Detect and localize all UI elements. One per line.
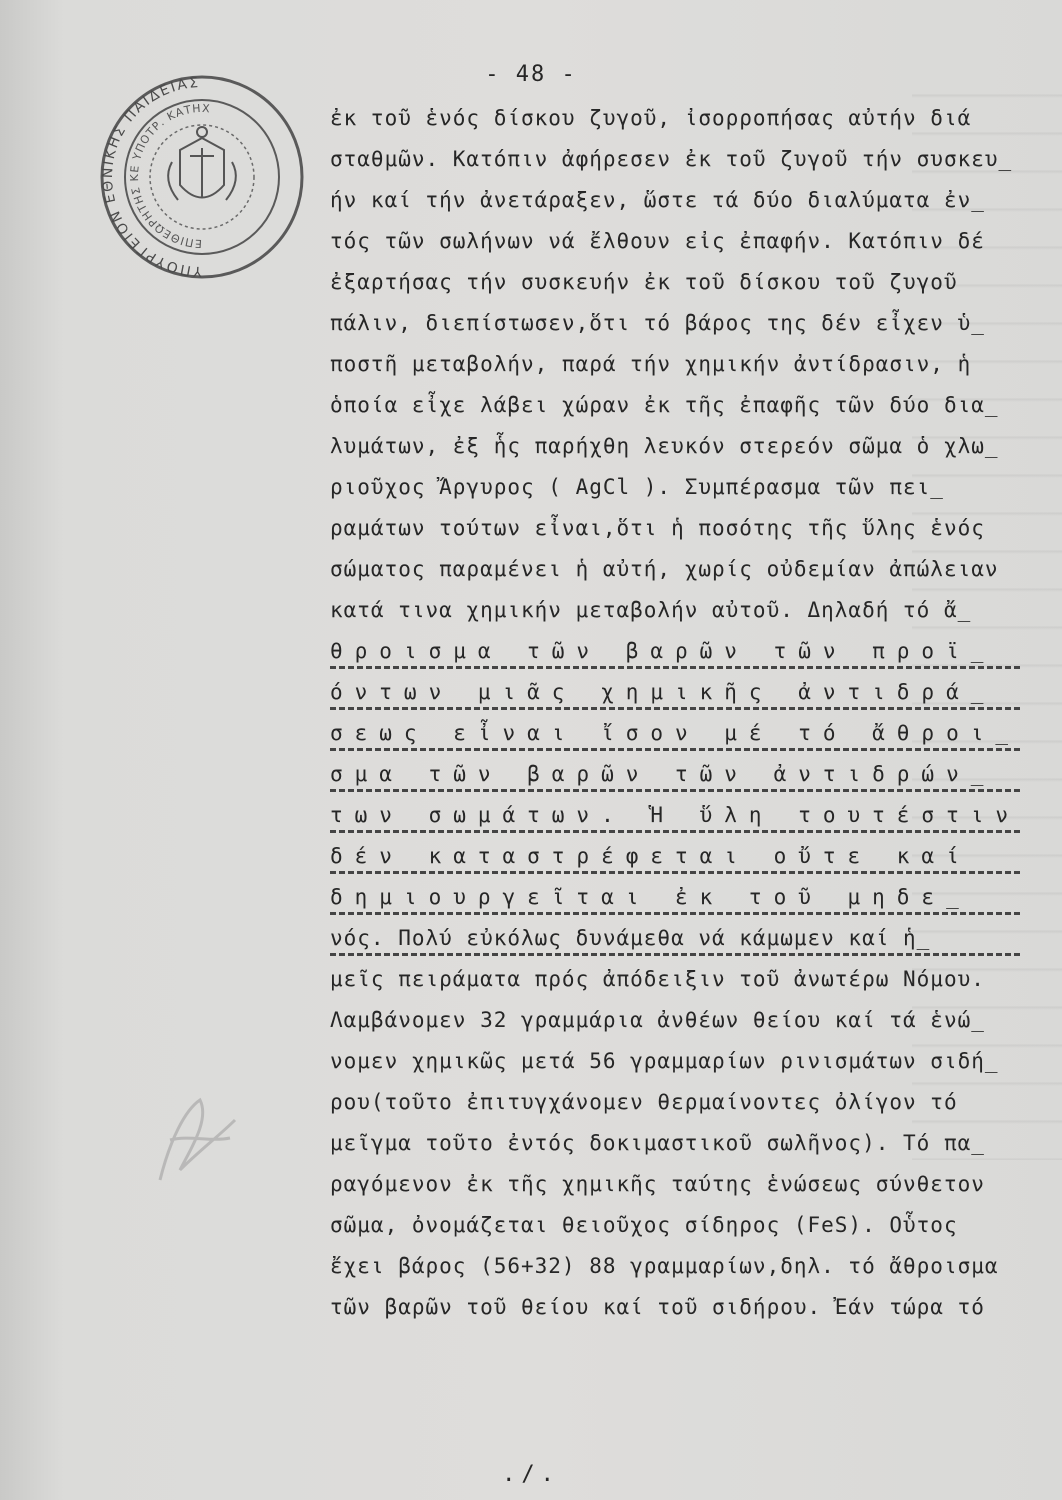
stamp-outer-text: ΥΠΟΥΡΓΕΙΟΝ ΕΘΝΙΚΗΣ ΠΑΙΔΕΙΑΣ xyxy=(100,74,203,280)
text-line: μεῖς πειράματα πρός ἀπόδειξιν τοῦ ἀνωτέρω Νόμου. xyxy=(330,967,985,991)
page-number: - 48 - xyxy=(485,62,577,87)
text-line-underlined: σεως εἶναι ἴσον μέ τό ἄθροι_ xyxy=(330,713,1030,754)
text-line: σώματος παραμένει ἡ αὐτή, χωρίς οὐδεμίαν ἀπώλειαν xyxy=(330,557,999,581)
text-line-underlined: νός. Πολύ εὐκόλως δυνάμεθα νά κάμωμεν καί ἡ_ xyxy=(330,918,1030,959)
text-line: ραμάτων τούτων εἶναι,ὅτι ἡ ποσότης τῆς ὕλης ἑνός xyxy=(330,516,985,540)
stamp-inner-text: ΕΠΙΘΕΩΡΗΤΗΣ ΚΕ ΥΠΟΤΡ. ΚΑΤΗΧ xyxy=(127,101,211,251)
text-line: ήν καί τήν ἀνετάραξεν, ὥστε τά δύο διαλύματα ἐν_ xyxy=(330,188,985,212)
text-line: ποστῆ μεταβολήν, παρά τήν χημικήν ἀντίδρασιν, ἡ xyxy=(330,352,972,376)
text-line-underlined: σμα τῶν βαρῶν τῶν ἀντιδρών_ xyxy=(330,754,1030,795)
text-line-underlined: δέν καταστρέφεται οὔτε καί xyxy=(330,836,1030,877)
text-line-underlined: όντων μιᾶς χημικῆς ἀντιδρά_ xyxy=(330,672,1030,713)
continuation-mark: ./. xyxy=(502,1462,560,1487)
text-line: ριοῦχος Ἄργυρος ( AgCl ). Συμπέρασμα τῶν πει_ xyxy=(330,475,944,499)
text-line-underlined: δημιουργεῖται ἐκ τοῦ μηδε_ xyxy=(330,877,1030,918)
text-line: νομεν χημικῶς μετά 56 γραμμαρίων ρινισμάτων σιδή_ xyxy=(330,1049,999,1073)
text-line: κατά τινα χημικήν μεταβολήν αὐτοῦ. Δηλαδή τό ἄ_ xyxy=(330,598,972,622)
text-line: σῶμα, ὀνομάζεται θειοῦχος σίδηρος (FeS). Οὗτος xyxy=(330,1213,958,1237)
text-line: ραγόμενον ἐκ τῆς χημικῆς ταύτης ἑνώσεως σύνθετον xyxy=(330,1172,985,1196)
faint-signature-mark xyxy=(140,1080,250,1200)
official-seal-stamp xyxy=(100,70,305,285)
text-line: τός τῶν σωλήνων νά ἔλθουν εἰς ἐπαφήν. Κατόπιν δέ xyxy=(330,229,985,253)
text-line: ὁποία εἶχε λάβει χώραν ἐκ τῆς ἐπαφῆς τῶν δύο δια_ xyxy=(330,393,999,417)
typed-text-body xyxy=(330,98,1030,1328)
text-line: ἐκ τοῦ ἑνός δίσκου ζυγοῦ, ἰσορροπήσας αὐτήν διά xyxy=(330,106,972,130)
text-line-underlined: των σωμάτων. Ἡ ὕλη τουτέστιν xyxy=(330,795,1030,836)
text-line: λυμάτων, ἐξ ἧς παρήχθη λευκόν στερεόν σῶμα ὁ χλω_ xyxy=(330,434,999,458)
text-line: ρου(τοῦτο ἐπιτυγχάνομεν θερμαίνοντες ὀλίγον τό xyxy=(330,1090,958,1114)
text-line: ἔχει βάρος (56+32) 88 γραμμαρίων,δηλ. τό ἄθροισμα xyxy=(330,1254,999,1278)
text-line: σταθμῶν. Κατόπιν ἀφήρεσεν ἐκ τοῦ ζυγοῦ τήν συσκευ_ xyxy=(330,147,1013,171)
text-line: Λαμβάνομεν 32 γραμμάρια ἀνθέων θείου καί τά ἑνώ_ xyxy=(330,1008,985,1032)
svg-text:ΕΠΙΘΕΩΡΗΤΗΣ ΚΕ ΥΠΟΤΡ. ΚΑΤΗΧ xyxy=(128,102,211,250)
text-line: τῶν βαρῶν τοῦ θείου καί τοῦ σιδήρου. Ἐάν τώρα τό xyxy=(330,1295,985,1319)
text-line: μεῖγμα τοῦτο ἐντός δοκιμαστικοῦ σωλῆνος). Τό πα_ xyxy=(330,1131,985,1155)
text-line-underlined: θροισμα τῶν βαρῶν τῶν προϊ_ xyxy=(330,631,1030,672)
coat-of-arms-emblem xyxy=(168,127,236,200)
text-line: πάλιν, διεπίστωσεν,ὅτι τό βάρος της δέν εἶχεν ὑ_ xyxy=(330,311,985,335)
text-line: ἐξαρτήσας τήν συσκευήν ἐκ τοῦ δίσκου τοῦ ζυγοῦ xyxy=(330,270,958,294)
